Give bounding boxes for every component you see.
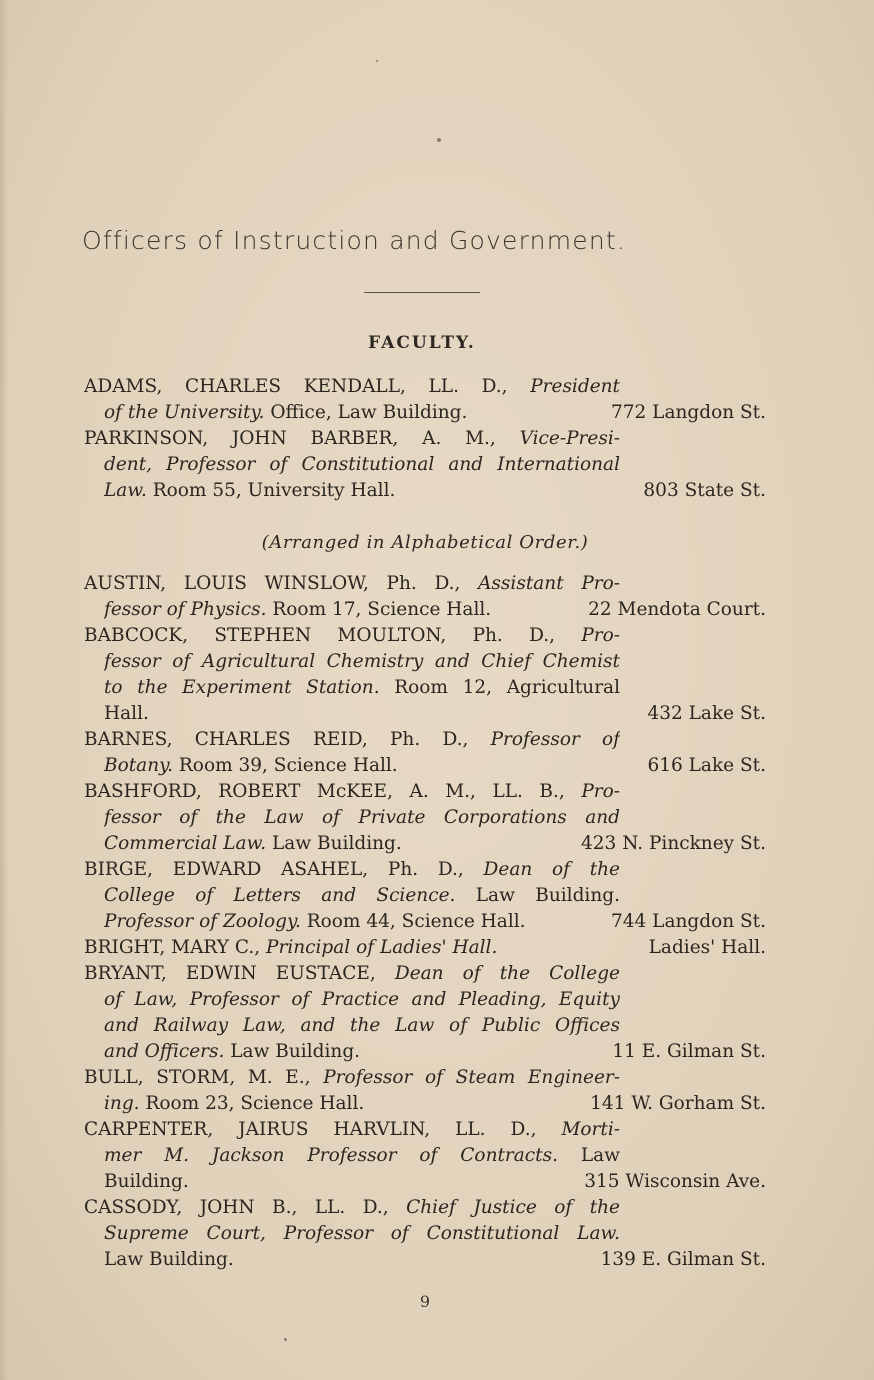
entry-title-italic: Morti- bbox=[561, 1119, 620, 1140]
ink-speck bbox=[284, 1338, 287, 1341]
entry-title-italic: to the Experiment Station. bbox=[104, 677, 380, 698]
entry-text: BARNES, CHARLES REID, Ph. D., bbox=[84, 729, 491, 750]
entry-text: Room 23, Science Hall. bbox=[139, 1093, 365, 1114]
entry-text: Hall. bbox=[104, 703, 149, 724]
entry-line bbox=[84, 935, 766, 961]
entry-text: Building. bbox=[104, 1171, 189, 1192]
faculty-entry bbox=[84, 779, 766, 857]
entry-text: BASHFORD, ROBERT McKEE, A. M., LL. B., bbox=[84, 781, 582, 802]
entry-description bbox=[104, 1221, 620, 1247]
faculty-entry bbox=[84, 857, 766, 935]
faculty-entry bbox=[84, 426, 766, 504]
entry-address: 744 Langdon St. bbox=[610, 911, 766, 932]
entry-description bbox=[104, 1169, 620, 1195]
entry-description bbox=[104, 1013, 620, 1039]
entry-text: CASSODY, JOHN B., LL. D., bbox=[84, 1197, 407, 1218]
entry-line bbox=[84, 1091, 766, 1117]
entry-line bbox=[84, 426, 766, 452]
entry-address: 423 N. Pinckney St. bbox=[581, 833, 766, 854]
entry-description bbox=[104, 400, 620, 426]
entry-description bbox=[104, 1143, 620, 1169]
entry-line bbox=[84, 779, 766, 805]
arrangement-note: (Arranged in Alphabetical Order.) bbox=[261, 532, 589, 553]
entry-address: 315 Wisconsin Ave. bbox=[584, 1171, 766, 1192]
entry-description bbox=[84, 1195, 620, 1221]
entry-title-italic: ing. bbox=[104, 1093, 140, 1114]
entry-title-italic: Pro- bbox=[581, 781, 620, 802]
entry-title-italic: mer M. Jackson Professor of Contracts. bbox=[104, 1145, 558, 1166]
entry-text: Law Building. bbox=[455, 885, 620, 906]
entry-description bbox=[84, 961, 620, 987]
entry-title-italic: Law. bbox=[104, 480, 147, 501]
entry-text: Room 44, Science Hall. bbox=[300, 911, 526, 932]
entry-description bbox=[84, 779, 620, 805]
entry-description bbox=[84, 935, 620, 961]
entry-description bbox=[84, 727, 620, 753]
entry-title-italic: College of Letters and Science. bbox=[104, 885, 456, 906]
entry-line bbox=[84, 1169, 766, 1195]
entry-text: Law bbox=[557, 1145, 620, 1166]
entry-line bbox=[84, 727, 766, 753]
entry-description bbox=[104, 883, 620, 909]
entry-line bbox=[84, 805, 766, 831]
entry-text: Room 12, Agricultural bbox=[379, 677, 620, 698]
entry-text: BABCOCK, STEPHEN MOULTON, Ph. D., bbox=[84, 625, 582, 646]
entry-line bbox=[84, 597, 766, 623]
ink-speck bbox=[437, 138, 441, 142]
page-gutter-shadow bbox=[0, 0, 8, 1380]
entry-description bbox=[104, 1247, 620, 1273]
entry-line bbox=[84, 909, 766, 935]
entry-description bbox=[104, 805, 620, 831]
entry-address: Ladies' Hall. bbox=[648, 937, 766, 958]
entry-address: 11 E. Gilman St. bbox=[612, 1041, 766, 1062]
page-title: Officers of Instruction and Government. bbox=[82, 226, 627, 255]
entry-line bbox=[84, 649, 766, 675]
entry-text: BULL, STORM, M. E., bbox=[84, 1067, 324, 1088]
entry-title-italic: of the University. bbox=[104, 402, 265, 423]
faculty-entry bbox=[84, 623, 766, 727]
entry-title-italic: Supreme Court, Professor of Constitutional Law. bbox=[104, 1223, 620, 1244]
entry-line bbox=[84, 701, 766, 727]
entry-title-italic: Assistant Pro- bbox=[478, 573, 620, 594]
entry-line bbox=[84, 1013, 766, 1039]
entry-address: 803 State St. bbox=[643, 480, 766, 501]
entry-description bbox=[84, 426, 620, 452]
faculty-entry bbox=[84, 1065, 766, 1117]
entry-description bbox=[104, 649, 620, 675]
entry-description bbox=[104, 987, 620, 1013]
officers-list bbox=[84, 374, 766, 504]
entry-text: ADAMS, CHARLES KENDALL, LL. D., bbox=[84, 376, 531, 397]
faculty-entry bbox=[84, 727, 766, 779]
entry-line bbox=[84, 400, 766, 426]
faculty-list bbox=[84, 571, 766, 1273]
entry-text: PARKINSON, JOHN BARBER, A. M., bbox=[84, 428, 520, 449]
entry-title-italic: Dean of the bbox=[483, 859, 620, 880]
entry-title-italic: and Railway Law, and the Law of Public Offices bbox=[104, 1015, 620, 1036]
entry-text: Room 17, Science Hall. bbox=[266, 599, 492, 620]
entry-line bbox=[84, 1065, 766, 1091]
entry-text: Law Building. bbox=[224, 1041, 361, 1062]
entry-line bbox=[84, 883, 766, 909]
entry-address: 772 Langdon St. bbox=[610, 402, 766, 423]
entry-description bbox=[84, 1065, 620, 1091]
entry-text: BIRGE, EDWARD ASAHEL, Ph. D., bbox=[84, 859, 484, 880]
entry-title-italic: fessor of the Law of Private Corporations and bbox=[104, 807, 620, 828]
entry-line bbox=[84, 961, 766, 987]
entry-title-italic: Chief Justice of the bbox=[406, 1197, 620, 1218]
entry-title-italic: Dean of the College bbox=[394, 963, 620, 984]
faculty-entry bbox=[84, 961, 766, 1065]
faculty-entry bbox=[84, 935, 766, 961]
entry-text: Law Building. bbox=[104, 1249, 234, 1270]
entry-line bbox=[84, 571, 766, 597]
entry-text: Room 55, University Hall. bbox=[146, 480, 396, 501]
entry-line bbox=[84, 623, 766, 649]
entry-description bbox=[84, 1117, 620, 1143]
entry-title-italic: Vice-Presi- bbox=[519, 428, 620, 449]
entry-line bbox=[84, 452, 766, 478]
entry-title-italic: and Officers. bbox=[104, 1041, 225, 1062]
faculty-entry bbox=[84, 374, 766, 426]
entry-text: BRIGHT, MARY C., bbox=[84, 937, 267, 958]
entry-text: CARPENTER, JAIRUS HARVLIN, LL. D., bbox=[84, 1119, 562, 1140]
entry-title-italic: fessor of Agricultural Chemistry and Chief Chemist bbox=[104, 651, 620, 672]
entry-description bbox=[104, 701, 620, 727]
entry-line bbox=[84, 1143, 766, 1169]
entry-line bbox=[84, 857, 766, 883]
entry-text: Office, Law Building. bbox=[264, 402, 468, 423]
entry-title-italic: Professor of Steam Engineer- bbox=[323, 1067, 620, 1088]
entry-description bbox=[104, 675, 620, 701]
entry-address: 432 Lake St. bbox=[647, 703, 766, 724]
entry-address: 141 W. Gorham St. bbox=[590, 1093, 766, 1114]
entry-description bbox=[104, 1091, 620, 1117]
entry-description bbox=[104, 1039, 620, 1065]
entry-title-italic: President bbox=[530, 376, 620, 397]
entry-title-italic: of Law, Professor of Practice and Pleading, Equity bbox=[104, 989, 620, 1010]
entry-text: Law Building. bbox=[266, 833, 402, 854]
entry-description bbox=[104, 452, 620, 478]
entry-line bbox=[84, 753, 766, 779]
title-divider bbox=[364, 292, 480, 293]
page-number: 9 bbox=[419, 1292, 431, 1311]
entry-description bbox=[84, 374, 620, 400]
entry-title-italic: dent, Professor of Constitutional and International bbox=[104, 454, 620, 475]
entry-line bbox=[84, 1247, 766, 1273]
entry-text: BRYANT, EDWIN EUSTACE, bbox=[84, 963, 395, 984]
entry-description bbox=[84, 623, 620, 649]
entry-description bbox=[104, 909, 620, 935]
entry-address: 22 Mendota Court. bbox=[588, 599, 766, 620]
faculty-entry bbox=[84, 1117, 766, 1195]
entry-line bbox=[84, 374, 766, 400]
entry-address: 139 E. Gilman St. bbox=[600, 1249, 766, 1270]
entry-title-italic: Professor of bbox=[490, 729, 620, 750]
section-heading: FACULTY. bbox=[368, 333, 476, 353]
entry-title-italic: Principal of Ladies' Hall. bbox=[266, 937, 498, 958]
entry-line bbox=[84, 675, 766, 701]
entry-title-italic: Botany. bbox=[104, 755, 173, 776]
entry-text: Room 39, Science Hall. bbox=[173, 755, 398, 776]
entry-description bbox=[84, 857, 620, 883]
entry-title-italic: Pro- bbox=[581, 625, 620, 646]
entry-line bbox=[84, 478, 766, 504]
entry-line bbox=[84, 1195, 766, 1221]
entry-line bbox=[84, 1117, 766, 1143]
entry-address: 616 Lake St. bbox=[647, 755, 766, 776]
ink-speck bbox=[376, 60, 378, 62]
entry-description bbox=[104, 478, 620, 504]
entry-line bbox=[84, 987, 766, 1013]
faculty-entry bbox=[84, 1195, 766, 1273]
entry-line bbox=[84, 1039, 766, 1065]
entry-title-italic: Commercial Law. bbox=[104, 833, 267, 854]
faculty-entry bbox=[84, 571, 766, 623]
entry-description bbox=[84, 571, 620, 597]
entry-title-italic: Professor of Zoology. bbox=[104, 911, 301, 932]
entry-line bbox=[84, 831, 766, 857]
entry-title-italic: fessor of Physics. bbox=[104, 599, 267, 620]
entry-line bbox=[84, 1221, 766, 1247]
entry-description bbox=[104, 597, 620, 623]
entry-text: AUSTIN, LOUIS WINSLOW, Ph. D., bbox=[84, 573, 479, 594]
entry-description bbox=[104, 831, 620, 857]
entry-description bbox=[104, 753, 620, 779]
